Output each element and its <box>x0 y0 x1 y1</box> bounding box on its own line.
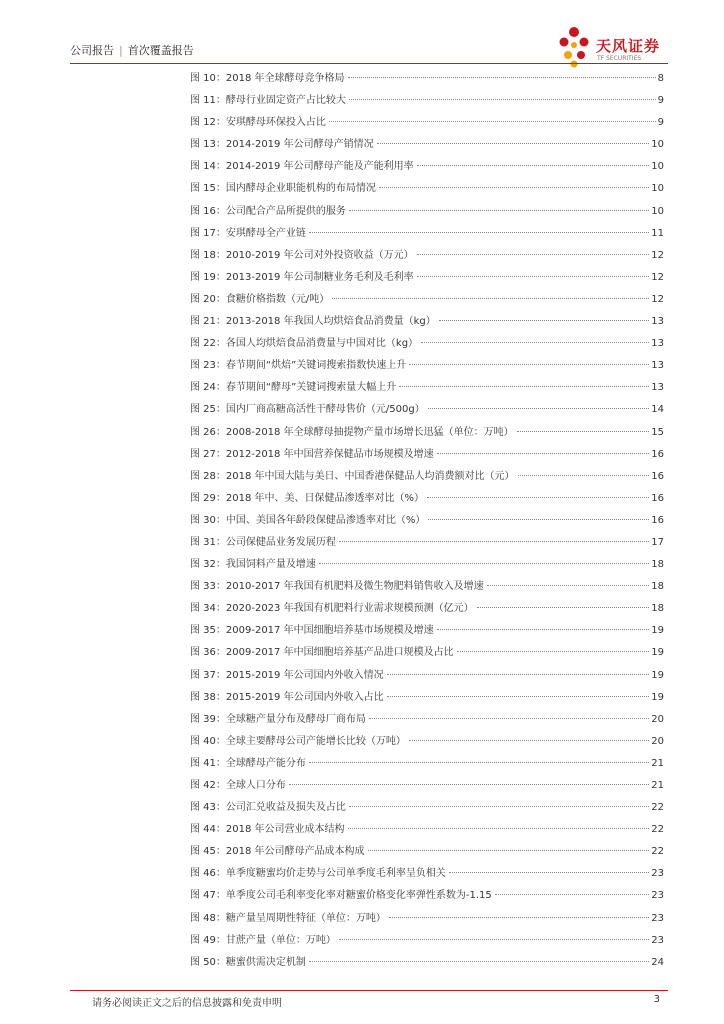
toc-leader-dots <box>409 364 649 365</box>
toc-leader-dots <box>417 254 650 255</box>
toc-leader-dots <box>428 408 650 409</box>
toc-entry[interactable] <box>190 863 664 885</box>
toc-leader-dots <box>349 210 649 211</box>
toc-leader-dots <box>439 320 650 321</box>
toc-leader-dots <box>329 121 656 122</box>
toc-entry-label: 图 23：春节期间“烘焙”关键词搜索指数快速上升 <box>190 360 407 372</box>
toc-leader-dots <box>348 828 650 829</box>
toc-entry-page: 15 <box>651 426 664 438</box>
toc-entry-label: 图 28：2018 年中国大陆与美日、中国香港保健品人均消费额对比（元） <box>190 470 515 482</box>
toc-leader-dots <box>427 497 649 498</box>
logo-english-name: TF SECURITIES <box>597 55 642 62</box>
toc-leader-dots <box>309 762 649 763</box>
toc-entry-label: 图 30：中国、美国各年龄段保健品渗透率对比（%） <box>190 514 426 526</box>
toc-leader-dots <box>309 961 649 962</box>
header-divider <box>70 63 668 64</box>
toc-entry[interactable] <box>190 532 664 554</box>
toc-entry[interactable] <box>190 245 664 267</box>
toc-entry-label: 图 32：我国饲料产量及增速 <box>190 559 316 571</box>
toc-entry[interactable] <box>190 797 664 819</box>
toc-entry-label: 图 20：食糖价格指数（元/吨） <box>190 293 330 305</box>
toc-entry-label: 图 22：各国人均烘焙食品消费量与中国对比（kg） <box>190 338 419 350</box>
toc-entry[interactable] <box>190 223 664 245</box>
toc-entry-page: 18 <box>651 559 664 571</box>
toc-leader-dots <box>377 143 650 144</box>
toc-entry-page: 23 <box>651 912 664 924</box>
toc-entry-label: 图 26：2008-2018 年全球酵母抽提物产量市场增长迅猛（单位：万吨） <box>190 426 514 438</box>
toc-entry[interactable] <box>190 642 664 664</box>
toc-entry-page: 16 <box>651 514 664 526</box>
toc-entry[interactable] <box>190 731 664 753</box>
toc-leader-dots <box>319 563 649 564</box>
toc-entry-page: 14 <box>651 404 664 416</box>
toc-leader-dots <box>417 165 650 166</box>
toc-leader-dots <box>369 718 649 719</box>
company-logo <box>554 24 670 68</box>
toc-entry-label: 图 39：全球糖产量分布及酵母厂商布局 <box>190 713 366 725</box>
toc-entry-label: 图 44：2018 年公司营业成本结构 <box>190 824 345 836</box>
toc-entry-label: 图 33：2010-2017 年我国有机肥料及微生物肥料销售收入及增速 <box>190 581 484 593</box>
toc-entry[interactable] <box>190 134 664 156</box>
toc-entry-page: 13 <box>651 338 664 350</box>
toc-entry[interactable] <box>190 466 664 488</box>
toc-leader-dots <box>339 541 649 542</box>
toc-entry[interactable] <box>190 267 664 289</box>
toc-leader-dots <box>517 431 650 432</box>
toc-leader-dots <box>417 276 650 277</box>
toc-entry-label: 图 29：2018 年中、美、日保健品渗透率对比（%） <box>190 492 425 504</box>
toc-entry[interactable] <box>190 156 664 178</box>
footer-divider <box>70 990 668 991</box>
toc-entry-page: 13 <box>651 360 664 372</box>
toc-entry[interactable] <box>190 68 664 90</box>
toc-entry-label: 图 41：全球酵母产能分布 <box>190 757 306 769</box>
toc-leader-dots <box>387 696 650 697</box>
toc-entry-label: 图 17：安琪酵母全产业链 <box>190 227 306 239</box>
toc-entry-page: 10 <box>651 161 664 173</box>
toc-entry-page: 19 <box>651 625 664 637</box>
toc-entry[interactable] <box>190 90 664 112</box>
toc-entry-page: 16 <box>651 492 664 504</box>
toc-leader-dots <box>339 939 649 940</box>
toc-leader-dots <box>421 342 649 343</box>
toc-entry[interactable] <box>190 422 664 444</box>
toc-entry[interactable] <box>190 488 664 510</box>
toc-leader-dots <box>437 453 650 454</box>
toc-leader-dots <box>348 77 656 78</box>
toc-entry[interactable] <box>190 178 664 200</box>
toc-entry[interactable] <box>190 952 664 974</box>
toc-entry-page: 10 <box>651 139 664 151</box>
toc-entry-page: 9 <box>657 95 664 107</box>
toc-entry-label: 图 16：公司配合产品所提供的服务 <box>190 205 346 217</box>
toc-entry-page: 19 <box>651 691 664 703</box>
toc-entry-page: 20 <box>651 735 664 747</box>
toc-entry-page: 17 <box>651 536 664 548</box>
toc-entry-page: 20 <box>651 713 664 725</box>
toc-entry-label: 图 36：2009-2017 年中国细胞培养基产品进口规模及占比 <box>190 647 454 659</box>
toc-entry-label: 图 14：2014-2019 年公司酵母产能及产能利用率 <box>190 161 414 173</box>
toc-leader-dots <box>368 850 650 851</box>
toc-leader-dots <box>309 232 649 233</box>
toc-leader-dots <box>518 475 650 476</box>
toc-leader-dots <box>409 740 649 741</box>
toc-entry-label: 图 27：2012-2018 年中国营养保健品市场规模及增速 <box>190 448 434 460</box>
toc-entry-label: 图 24：春节期间“酵母”关键词搜索量大幅上升 <box>190 382 397 394</box>
toc-entry[interactable] <box>190 841 664 863</box>
toc-leader-dots <box>449 872 649 873</box>
toc-entry-label: 图 45：2018 年公司酵母产品成本构成 <box>190 846 365 858</box>
toc-entry[interactable] <box>190 510 664 532</box>
toc-entry-page: 21 <box>651 780 664 791</box>
toc-entry-page: 12 <box>651 271 664 283</box>
toc-entry-label: 图 19：2013-2019 年公司制糖业务毛利及毛利率 <box>190 271 414 283</box>
toc-entry-label: 图 11：酵母行业固定资产占比较大 <box>190 95 346 107</box>
logo-chinese-name: 天风证券 <box>596 37 661 55</box>
toc-entry[interactable] <box>190 289 664 311</box>
toc-leader-dots <box>379 187 649 188</box>
toc-entry-page: 9 <box>657 117 664 129</box>
toc-entry[interactable] <box>190 930 664 952</box>
toc-entry[interactable] <box>190 775 664 797</box>
toc-leader-dots <box>349 806 649 807</box>
toc-entry-page: 22 <box>651 802 664 814</box>
toc-entry-label: 图 12：安琪酵母环保投入占比 <box>190 117 326 129</box>
toc-entry-label: 图 13：2014-2019 年公司酵母产销情况 <box>190 139 374 151</box>
toc-entry-label: 图 18：2010-2019 年公司对外投资收益（万元） <box>190 249 414 261</box>
toc-leader-dots <box>387 674 650 675</box>
toc-entry[interactable] <box>190 885 664 907</box>
toc-entry-page: 18 <box>651 603 664 615</box>
toc-entry-label: 图 48：糖产量呈周期性特征（单位：万吨） <box>190 912 386 924</box>
toc-entry-label: 图 35：2009-2017 年中国细胞培养基市场规模及增速 <box>190 625 434 637</box>
toc-entry-label: 图 49：甘蔗产量（单位：万吨） <box>190 934 336 946</box>
toc-entry-label: 图 34：2020-2023 年我国有机肥料行业需求规模预测（亿元） <box>190 603 474 615</box>
toc-leader-dots <box>477 607 650 608</box>
toc-entry-page: 23 <box>651 868 664 880</box>
toc-entry[interactable] <box>190 112 664 134</box>
toc-entry[interactable] <box>190 311 664 333</box>
toc-entry-page: 10 <box>651 205 664 217</box>
toc-entry-label: 图 31：公司保健品业务发展历程 <box>190 536 336 548</box>
toc-entry-label: 图 10：2018 年全球酵母竞争格局 <box>190 73 345 84</box>
toc-entry-page: 23 <box>651 890 664 902</box>
toc-entry[interactable] <box>190 665 664 687</box>
toc-leader-dots <box>487 585 650 586</box>
toc-entry-page: 13 <box>651 316 664 328</box>
toc-entry[interactable] <box>190 753 664 775</box>
toc-entry[interactable] <box>190 598 664 620</box>
figure-table-of-contents <box>190 68 664 974</box>
toc-leader-dots <box>332 298 649 299</box>
toc-entry-page: 23 <box>651 934 664 946</box>
footer-disclaimer: 请务必阅读正文之后的信息披露和免责申明 <box>92 998 282 1009</box>
toc-entry-label: 图 37：2015-2019 年公司国内外收入情况 <box>190 669 384 681</box>
toc-entry-label: 图 15：国内酵母企业职能机构的布局情况 <box>190 183 376 195</box>
toc-entry-page: 12 <box>651 293 664 305</box>
toc-leader-dots <box>457 651 650 652</box>
toc-entry[interactable] <box>190 576 664 598</box>
toc-entry-label: 图 46：单季度糖蜜均价走势与公司单季度毛利率呈负相关 <box>190 868 446 880</box>
toc-leader-dots <box>428 519 649 520</box>
toc-entry-label: 图 38：2015-2019 年公司国内外收入占比 <box>190 691 384 703</box>
toc-entry[interactable] <box>190 620 664 642</box>
toc-leader-dots <box>349 99 656 100</box>
header-separator: | <box>119 44 123 57</box>
toc-entry[interactable] <box>190 377 664 399</box>
toc-entry-label: 图 21：2013-2018 年我国人均烘焙食品消费量（kg） <box>190 316 436 328</box>
toc-entry-page: 24 <box>651 956 664 968</box>
toc-entry-label: 图 40：全球主要酵母公司产能增长比较（万吨） <box>190 735 406 747</box>
toc-leader-dots <box>495 894 649 895</box>
page-number: 3 <box>653 994 660 1005</box>
toc-leader-dots <box>399 386 649 387</box>
toc-entry-page: 18 <box>651 581 664 593</box>
toc-entry-page: 19 <box>651 669 664 681</box>
toc-entry[interactable] <box>190 687 664 709</box>
toc-entry[interactable] <box>190 399 664 421</box>
toc-entry-page: 19 <box>651 647 664 659</box>
toc-entry[interactable] <box>190 355 664 377</box>
toc-leader-dots <box>437 629 650 630</box>
toc-entry[interactable] <box>190 201 664 223</box>
toc-entry-label: 图 42：全球人口分布 <box>190 780 286 791</box>
toc-entry[interactable] <box>190 333 664 355</box>
toc-entry-label: 图 25：国内厂商高糖高活性干酵母售价（元/500g） <box>190 404 425 416</box>
toc-entry-page: 13 <box>651 382 664 394</box>
toc-entry-page: 22 <box>651 846 664 858</box>
report-type <box>70 42 194 58</box>
toc-entry-label: 图 43：公司汇兑收益及损失及占比 <box>190 802 346 814</box>
toc-entry[interactable] <box>190 709 664 731</box>
toc-entry-page: 22 <box>651 824 664 836</box>
toc-entry[interactable] <box>190 908 664 930</box>
toc-leader-dots <box>389 917 649 918</box>
toc-leader-dots <box>289 784 649 785</box>
tf-securities-logo-icon <box>554 24 594 68</box>
toc-entry-page: 21 <box>651 757 664 769</box>
toc-entry-page: 8 <box>657 73 664 84</box>
toc-entry-page: 16 <box>651 470 664 482</box>
toc-entry[interactable] <box>190 819 664 841</box>
toc-entry-label: 图 50：糖蜜供需决定机制 <box>190 956 306 968</box>
toc-entry[interactable] <box>190 444 664 466</box>
toc-entry[interactable] <box>190 554 664 576</box>
toc-entry-label: 图 47：单季度公司毛利率变化率对糖蜜价格变化率弹性系数为-1.15 <box>190 890 492 902</box>
toc-entry-page: 16 <box>651 448 664 460</box>
report-category: 公司报告 <box>70 44 114 57</box>
toc-entry-page: 10 <box>651 183 664 195</box>
report-subcategory: 首次覆盖报告 <box>127 44 194 57</box>
toc-entry-page: 11 <box>651 227 664 239</box>
toc-entry-page: 12 <box>651 249 664 261</box>
